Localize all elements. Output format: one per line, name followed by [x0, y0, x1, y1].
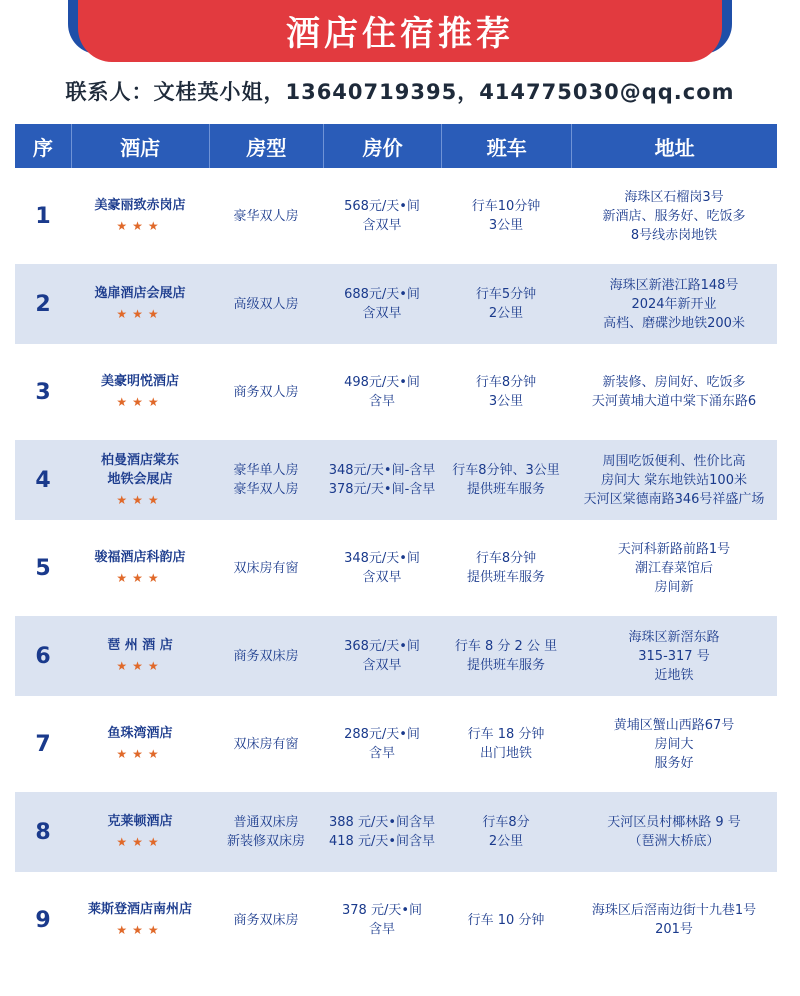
star-rating: ★★★: [116, 571, 164, 585]
address-line: 房间大: [654, 736, 694, 752]
room-type: 豪华双人房: [233, 482, 299, 497]
address-line: 海珠区后滘南边街十九巷1号: [591, 903, 757, 918]
table-row: [15, 440, 777, 520]
address-cell: [571, 628, 777, 685]
address-cell: [571, 188, 777, 245]
room-price: 418 元/天•间含早: [329, 834, 435, 849]
row-number: [15, 819, 71, 845]
room-type: 双床房有窗: [233, 736, 299, 752]
room-price: 568元/天•间: [344, 199, 420, 214]
room-type-cell: [209, 559, 323, 578]
address-line: 新酒店、服务好、吃饭多: [602, 208, 746, 224]
row-index: 1: [35, 203, 51, 229]
price-cell: [323, 549, 441, 587]
room-type-cell: [209, 911, 323, 930]
address-line: （琶洲大桥底）: [628, 834, 720, 849]
shuttle-cell: [441, 549, 571, 587]
address-line: 高档、磨碟沙地铁200米: [603, 315, 745, 331]
shuttle-cell: [441, 813, 571, 851]
address-cell: [571, 373, 777, 411]
room-type-cell: [209, 647, 323, 666]
address-line: 新装修、房间好、吃饭多: [602, 375, 746, 390]
table-row: [15, 176, 777, 256]
room-price: 368元/天•间: [344, 639, 420, 654]
room-type: 高级双人房: [233, 296, 299, 312]
row-index: 6: [35, 643, 51, 669]
page-title: 酒店住宿推荐: [286, 13, 514, 54]
room-price: 含早: [368, 746, 395, 761]
room-price: 含双早: [362, 658, 402, 673]
address-line: 海珠区新滘东路: [628, 629, 720, 645]
hotel-name: 克莱顿酒店: [107, 814, 173, 829]
star-rating: ★★★: [116, 219, 164, 233]
price-cell: [323, 373, 441, 411]
address-cell: [571, 452, 777, 509]
row-index: 9: [35, 907, 51, 933]
star-rating: ★★★: [116, 395, 164, 409]
row-index: 8: [35, 819, 51, 845]
room-type: 新装修双床房: [226, 834, 305, 849]
shuttle-info: 行车8分钟: [475, 375, 537, 390]
hotel-cell: [71, 724, 209, 764]
room-type: 豪华双人房: [233, 208, 299, 224]
table-row: [15, 616, 777, 696]
hotel-name: 地铁会展店: [107, 471, 173, 487]
shuttle-cell: [441, 725, 571, 763]
hotel-cell: [71, 372, 209, 412]
shuttle-cell: [441, 285, 571, 323]
price-cell: [323, 725, 441, 763]
room-type: 豪华单人房: [233, 463, 299, 478]
address-line: 201号: [655, 922, 693, 937]
table-row: [15, 792, 777, 872]
address-line: 房间新: [654, 579, 694, 595]
price-cell: [323, 901, 441, 939]
address-line: 潮江春菜馆后: [634, 560, 713, 576]
hotel-cell: [71, 284, 209, 324]
address-line: 房间大 棠东地铁站100米: [601, 472, 747, 488]
shuttle-cell: [441, 461, 571, 499]
row-index: 3: [35, 379, 51, 405]
shuttle-info: 出门地铁: [479, 746, 532, 761]
header-shuttle: 班车: [442, 124, 572, 168]
shuttle-info: 行车 18 分钟: [467, 727, 545, 742]
header-price: 房价: [324, 124, 442, 168]
hotel-name: 骏福酒店科韵店: [94, 550, 186, 565]
row-index: 2: [35, 291, 51, 317]
room-price: 388 元/天•间含早: [329, 815, 435, 830]
hotel-table: [15, 124, 777, 960]
table-row: [15, 880, 777, 960]
row-number: [15, 203, 71, 229]
room-price: 含双早: [362, 570, 402, 585]
address-line: 天河区棠德南路346号祥盛广场: [583, 491, 765, 507]
room-price: 378 元/天•间: [342, 903, 422, 918]
hotel-name: 美豪丽致赤岗店: [94, 198, 186, 213]
room-type-cell: [209, 295, 323, 314]
shuttle-cell: [441, 637, 571, 675]
hotel-cell: [71, 636, 209, 676]
hotel-cell: [71, 548, 209, 588]
row-number: [15, 379, 71, 405]
room-price: 含早: [368, 394, 395, 409]
address-line: 服务好: [654, 755, 694, 771]
row-index: 4: [35, 467, 51, 493]
title-banner: [78, 0, 722, 62]
shuttle-info: 3公里: [488, 218, 524, 233]
address-line: 海珠区石榴岗3号: [624, 189, 724, 205]
room-type: 商务双床房: [233, 912, 299, 928]
shuttle-info: 2公里: [488, 834, 524, 849]
row-number: [15, 291, 71, 317]
room-price: 348元/天•间: [344, 551, 420, 566]
room-price: 含双早: [362, 306, 402, 321]
room-type-cell: [209, 461, 323, 499]
star-rating: ★★★: [116, 307, 164, 321]
hotel-name: 琶 州 酒 店: [107, 638, 173, 653]
room-type: 双床房有窗: [233, 560, 299, 576]
hotel-cell: [71, 196, 209, 236]
contact-line: 联系人：文桂英小姐，13640719395，414775030@qq.com: [65, 80, 735, 104]
hotel-name: 莱斯登酒店南州店: [87, 902, 192, 917]
star-rating: ★★★: [116, 835, 164, 849]
room-price: 348元/天•间-含早: [328, 463, 436, 478]
room-type-cell: [209, 735, 323, 754]
address-line: 8号线赤岗地铁: [630, 227, 718, 243]
star-rating: ★★★: [116, 659, 164, 673]
hotel-cell: [71, 900, 209, 940]
shuttle-info: 行车8分: [482, 815, 530, 830]
price-cell: [323, 197, 441, 235]
hotel-cell: [71, 451, 209, 510]
address-line: 天河科新路前路1号: [617, 541, 731, 557]
table-row: [15, 528, 777, 608]
header-room-type: 房型: [210, 124, 324, 168]
room-type: 商务双床房: [233, 648, 299, 664]
price-cell: [323, 285, 441, 323]
address-line: 海珠区新港江路148号: [609, 277, 739, 293]
room-price: 288元/天•间: [344, 727, 420, 742]
room-price: 688元/天•间: [344, 287, 420, 302]
address-cell: [571, 813, 777, 851]
address-cell: [571, 901, 777, 939]
table-body: [15, 176, 777, 960]
table-row: [15, 704, 777, 784]
room-price: 378元/天•间-含早: [328, 482, 436, 497]
table-row: [15, 352, 777, 432]
row-index: 5: [35, 555, 51, 581]
shuttle-info: 3公里: [488, 394, 524, 409]
room-type-cell: [209, 813, 323, 851]
room-price: 含早: [368, 922, 395, 937]
header-index: 序: [15, 124, 72, 168]
address-line: 天河区员村椰林路 9 号: [607, 815, 741, 830]
address-line: 近地铁: [654, 667, 694, 683]
row-index: 7: [35, 731, 51, 757]
address-line: 黄埔区蟹山西路67号: [613, 717, 735, 733]
shuttle-cell: [441, 911, 571, 930]
star-rating: ★★★: [116, 747, 164, 761]
star-rating: ★★★: [116, 492, 164, 507]
hotel-name: 鱼珠湾酒店: [107, 726, 173, 741]
room-price: 498元/天•间: [344, 375, 420, 390]
shuttle-info: 提供班车服务: [466, 658, 545, 673]
address-cell: [571, 540, 777, 597]
hotel-name: 美豪明悦酒店: [100, 374, 179, 389]
shuttle-info: 提供班车服务: [466, 482, 545, 497]
address-line: 天河黄埔大道中棠下涌东路6: [591, 394, 757, 409]
price-cell: [323, 461, 441, 499]
hotel-name: 逸扉酒店会展店: [94, 286, 186, 301]
shuttle-info: 行车 10 分钟: [467, 912, 545, 928]
shuttle-cell: [441, 373, 571, 411]
header-hotel: 酒店: [72, 124, 210, 168]
room-price: 含双早: [362, 218, 402, 233]
shuttle-info: 行车5分钟: [475, 287, 537, 302]
shuttle-info: 2公里: [488, 306, 524, 321]
hotel-cell: [71, 812, 209, 852]
room-type-cell: [209, 207, 323, 226]
address-cell: [571, 276, 777, 333]
row-number: [15, 907, 71, 933]
shuttle-info: 提供班车服务: [466, 570, 545, 585]
shuttle-cell: [441, 197, 571, 235]
address-line: 周围吃饭便利、性价比高: [602, 453, 746, 469]
shuttle-info: 行车8分钟: [475, 551, 537, 566]
row-number: [15, 643, 71, 669]
address-line: 315-317 号: [638, 648, 710, 664]
price-cell: [323, 813, 441, 851]
row-number: [15, 731, 71, 757]
shuttle-info: 行车 8 分 2 公 里: [454, 639, 558, 654]
star-rating: ★★★: [116, 923, 164, 937]
address-cell: [571, 716, 777, 773]
row-number: [15, 467, 71, 493]
table-header: [15, 124, 777, 168]
room-type: 普通双床房: [233, 815, 299, 830]
table-row: [15, 264, 777, 344]
price-cell: [323, 637, 441, 675]
room-type-cell: [209, 383, 323, 402]
address-line: 2024年新开业: [631, 296, 717, 312]
shuttle-info: 行车8分钟、3公里: [452, 463, 560, 478]
header-address: 地址: [654, 135, 695, 160]
room-type: 商务双人房: [233, 384, 299, 400]
row-number: [15, 555, 71, 581]
shuttle-info: 行车10分钟: [471, 199, 541, 214]
hotel-name: 柏曼酒店棠东: [100, 452, 179, 468]
